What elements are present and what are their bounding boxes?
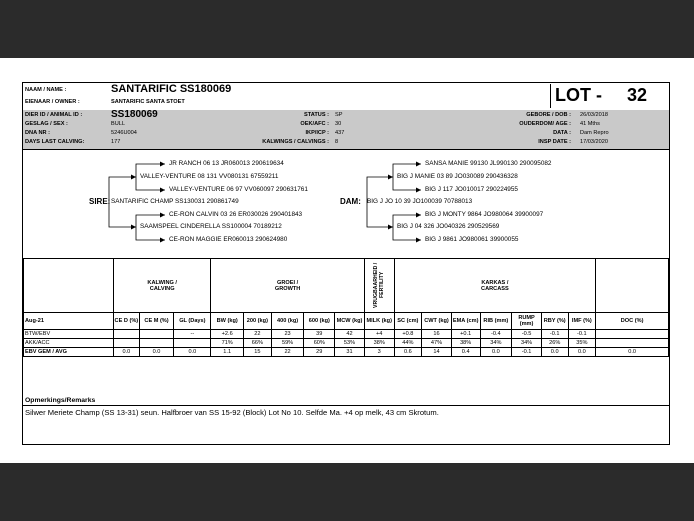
dob-label: GEBORE / DOB : bbox=[526, 112, 571, 118]
group-header-row bbox=[24, 259, 669, 313]
remarks-text: Silwer Meriete Champ (SS 13-31) seun. Halfbroer van SS 15-92 (Block) Lot No 10. Selfde Ma. +4 op melk, 43 cm Skrotum. bbox=[25, 408, 439, 417]
cell: 14 bbox=[422, 348, 452, 357]
data-label: DATA : bbox=[553, 130, 571, 136]
dam-sire-sire: SANSA MANIE 99130 JL990130 290095082 bbox=[425, 160, 552, 167]
cell: -0.5 bbox=[512, 330, 542, 339]
status-value: SP bbox=[335, 112, 343, 118]
cell: 0.0 bbox=[596, 348, 669, 357]
col-header: CE M (%) bbox=[139, 313, 174, 330]
dam-label: DAM: bbox=[340, 197, 361, 206]
cell: -0.1 bbox=[512, 348, 542, 357]
sire-sire-sire: JR RANCH 06 13 JR060013 290619634 bbox=[169, 160, 284, 167]
cell: 22 bbox=[244, 330, 272, 339]
cell: 0.4 bbox=[451, 348, 480, 357]
col-header: 600 (kg) bbox=[304, 313, 335, 330]
cell: +4 bbox=[364, 330, 394, 339]
insp-value: 17/03/2020 bbox=[580, 139, 608, 145]
col-header: 200 (kg) bbox=[244, 313, 272, 330]
insp-label: INSP DATE : bbox=[538, 139, 571, 145]
blank-cell bbox=[596, 259, 669, 313]
cell bbox=[139, 339, 174, 348]
cell: 29 bbox=[304, 348, 335, 357]
cell: 0.0 bbox=[174, 348, 211, 357]
carcass-group: KARKAS / CARCASS bbox=[394, 259, 596, 313]
cell: 34% bbox=[480, 339, 512, 348]
cell: 47% bbox=[422, 339, 452, 348]
col-header: RBY (%) bbox=[541, 313, 568, 330]
cell bbox=[174, 339, 211, 348]
col-header: IMF (%) bbox=[568, 313, 596, 330]
table-row bbox=[24, 330, 669, 339]
cell: 44% bbox=[394, 339, 422, 348]
animal-name: SANTARIFIC SS180069 bbox=[111, 83, 232, 95]
ebv-table bbox=[23, 258, 669, 357]
cell: 0.0 bbox=[114, 348, 140, 357]
ikp-label: IKP/ICP : bbox=[305, 130, 329, 136]
col-header: SC (cm) bbox=[394, 313, 422, 330]
col-header: MCW (kg) bbox=[335, 313, 365, 330]
catalogue-page bbox=[0, 58, 694, 463]
sire-label: SIRE: bbox=[89, 197, 111, 206]
calving-value: 177 bbox=[111, 139, 121, 145]
cell: 16 bbox=[422, 330, 452, 339]
date-label: Aug-21 bbox=[24, 313, 114, 330]
column-header-row bbox=[24, 313, 669, 330]
col-header: GL (Days) bbox=[174, 313, 211, 330]
cell: 38% bbox=[451, 339, 480, 348]
col-header: RIB (mm) bbox=[480, 313, 512, 330]
cell: -0.1 bbox=[541, 330, 568, 339]
sire-dam-sire: CE-RON CALVIN 03 26 ER030026 290401843 bbox=[169, 211, 303, 218]
oek-label: OEK/AFC : bbox=[300, 121, 329, 127]
name-label: NAAM / NAME : bbox=[25, 87, 67, 93]
fertility-group: VRUGBAARHEID / FERTILITY bbox=[364, 259, 394, 313]
dam-sire: BIG J MANIE 03 89 JO030089 290436328 bbox=[397, 173, 518, 180]
col-header: EMA (cm) bbox=[451, 313, 480, 330]
bottom-letterbox bbox=[0, 463, 694, 521]
cell bbox=[139, 330, 174, 339]
lot-label: LOT - bbox=[555, 85, 602, 105]
calving-label: DAYS LAST CALVING: bbox=[25, 139, 85, 145]
top-letterbox bbox=[0, 0, 694, 58]
calvings-label: KALWINGS / CALVINGS : bbox=[262, 139, 329, 145]
cell: 35% bbox=[568, 339, 596, 348]
cell: 0.0 bbox=[568, 348, 596, 357]
cell: -- bbox=[174, 330, 211, 339]
cell: +0.1 bbox=[451, 330, 480, 339]
cell: 53% bbox=[335, 339, 365, 348]
sex-label: GESLAG / SEX : bbox=[25, 121, 68, 127]
dam-dam: BIG J 04 326 JO040326 290529569 bbox=[397, 223, 500, 230]
dam-dam-dam: BIG J 9861 JO980061 39900055 bbox=[425, 236, 519, 243]
growth-group: GROEI / GROWTH bbox=[211, 259, 365, 313]
cell: 42 bbox=[335, 330, 365, 339]
pedigree-section bbox=[23, 150, 669, 259]
owner-label: EIENAAR / OWNER : bbox=[25, 99, 80, 105]
animal-info-band bbox=[23, 110, 669, 150]
dna-label: DNA NR : bbox=[25, 130, 50, 136]
cell: 38% bbox=[364, 339, 394, 348]
row-label: BTW/EBV bbox=[24, 330, 114, 339]
lot-sheet bbox=[22, 82, 670, 445]
age-label: OUDERDOM/ AGE : bbox=[519, 121, 571, 127]
cell: 0.0 bbox=[480, 348, 512, 357]
sire-dam: SAAMSPEEL CINDERELLA SS100004 70189212 bbox=[140, 223, 282, 230]
cell: 0.0 bbox=[139, 348, 174, 357]
cell: 0.6 bbox=[394, 348, 422, 357]
owner-name: SANTARIFIC SANTA STOET bbox=[111, 99, 185, 105]
cell: 15 bbox=[244, 348, 272, 357]
col-header: MILK (kg) bbox=[364, 313, 394, 330]
col-header: CE D (%) bbox=[114, 313, 140, 330]
sire-sire-dam: VALLEY-VENTURE 06 97 VV060097 290631761 bbox=[169, 186, 308, 193]
calving-group: KALWING / CALVING bbox=[114, 259, 211, 313]
table-row bbox=[24, 348, 669, 357]
animal-id: SS180069 bbox=[111, 109, 158, 120]
sex-value: BULL bbox=[111, 121, 125, 127]
data-value: Dam Repro bbox=[580, 130, 609, 136]
sire: SANTARIFIC CHAMP SS130031 290861749 bbox=[111, 198, 239, 205]
dam-dam-sire: BIG J MONTY 9864 JO980064 39900097 bbox=[425, 211, 544, 218]
cell bbox=[596, 330, 669, 339]
calvings-value: 8 bbox=[335, 139, 339, 145]
row-label: AKK/ACC bbox=[24, 339, 114, 348]
lot-number: 32 bbox=[627, 85, 648, 105]
cell: +2.6 bbox=[211, 330, 244, 339]
dam-sire-dam: BIG J 117 JO010017 290224955 bbox=[425, 186, 518, 193]
cell: +0.8 bbox=[394, 330, 422, 339]
sire-dam-dam: CE-RON MAGGIE ER060013 290624980 bbox=[169, 236, 288, 243]
dam: BIG J JO 10 39 JO100039 70788013 bbox=[367, 198, 473, 205]
col-header: CWT (kg) bbox=[422, 313, 452, 330]
cell: 3 bbox=[364, 348, 394, 357]
cell: 39 bbox=[304, 330, 335, 339]
blank-cell bbox=[24, 259, 114, 313]
cell: 59% bbox=[271, 339, 304, 348]
cell bbox=[114, 339, 140, 348]
cell: 23 bbox=[271, 330, 304, 339]
dob-value: 26/03/2018 bbox=[580, 112, 608, 118]
col-header: RUMP (mm) bbox=[512, 313, 542, 330]
sire-sire: VALLEY-VENTURE 08 131 VV080131 67559211 bbox=[140, 173, 279, 180]
col-header: 400 (kg) bbox=[271, 313, 304, 330]
remarks-divider bbox=[23, 405, 669, 406]
cell: 26% bbox=[541, 339, 568, 348]
animal-id-label: DIER ID / ANIMAL ID : bbox=[25, 112, 83, 118]
table-row bbox=[24, 339, 669, 348]
remarks-title: Opmerkings/Remarks bbox=[25, 397, 96, 404]
cell: 0.0 bbox=[541, 348, 568, 357]
cell: 22 bbox=[271, 348, 304, 357]
col-header: DOC (%) bbox=[596, 313, 669, 330]
cell bbox=[596, 339, 669, 348]
cell: 1.1 bbox=[211, 348, 244, 357]
cell: -0.4 bbox=[480, 330, 512, 339]
col-header: BW (kg) bbox=[211, 313, 244, 330]
header-row bbox=[23, 83, 669, 111]
dna-value: 5246U004 bbox=[111, 130, 137, 136]
cell bbox=[114, 330, 140, 339]
row-label: EBV GEM / AVG bbox=[24, 348, 114, 357]
age-value: 41 Mths bbox=[580, 121, 600, 127]
cell: 66% bbox=[244, 339, 272, 348]
lot-box bbox=[550, 84, 669, 108]
cell: 34% bbox=[512, 339, 542, 348]
oek-value: 30 bbox=[335, 121, 342, 127]
ikp-value: 437 bbox=[335, 130, 345, 136]
status-label: STATUS : bbox=[304, 112, 329, 118]
cell: 60% bbox=[304, 339, 335, 348]
cell: 31 bbox=[335, 348, 365, 357]
cell: 71% bbox=[211, 339, 244, 348]
cell: -0.1 bbox=[568, 330, 596, 339]
